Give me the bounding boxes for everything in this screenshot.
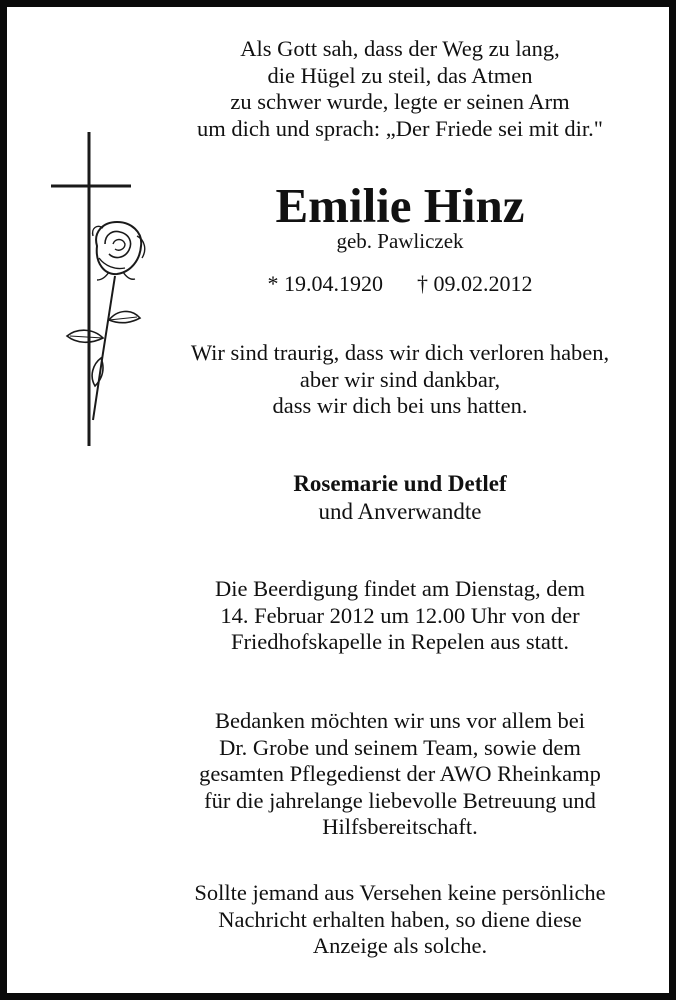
thanks-line: für die jahrelange liebevolle Betreuung und <box>204 787 596 813</box>
closing-line: Anzeige als solche. <box>312 933 488 958</box>
thanks-line: gesamten Pflegedienst der AWO Rheinkamp <box>199 761 601 786</box>
deceased-name: Emilie Hinz <box>275 178 525 233</box>
verse-line: Wir sind traurig, dass wir dich verloren haben, <box>190 340 610 365</box>
poem-line: Als Gott sah, dass der Weg zu lang, <box>240 36 560 61</box>
life-dates <box>130 270 670 298</box>
relatives-line: und Anverwandte <box>318 499 482 524</box>
closing-notice <box>130 880 670 960</box>
verse-block <box>130 340 670 420</box>
death-date: † 09.02.2012 <box>417 271 533 296</box>
closing-line: Sollte jemand aus Versehen keine persönliche <box>194 880 606 905</box>
poem-line: um dich und sprach: „Der Friede sei mit dir." <box>197 115 603 141</box>
poem-line: die Hügel zu steil, das Atmen <box>267 62 533 88</box>
funeral-line: 14. Februar 2012 um 12.00 Uhr von der <box>220 602 580 628</box>
funeral-line: Die Beerdigung findet am Dienstag, dem <box>215 576 585 601</box>
verse-line: aber wir sind dankbar, <box>299 366 501 392</box>
funeral-details <box>130 576 670 656</box>
birth-name: geb. Pawliczek <box>336 229 464 253</box>
verse-line: dass wir dich bei uns hatten. <box>272 393 528 418</box>
thanks-line: Hilfsbereitschaft. <box>322 814 478 839</box>
mourners-names: Rosemarie und Detlef <box>293 471 507 496</box>
closing-line: Nachricht erhalten haben, so diene diese <box>218 906 582 932</box>
poem-line: zu schwer wurde, legte er seinen Arm <box>230 89 570 114</box>
funeral-line: Friedhofskapelle in Repelen aus statt. <box>230 629 570 654</box>
thanks-block <box>130 708 670 841</box>
thanks-line: Dr. Grobe und seinem Team, sowie dem <box>219 734 581 760</box>
thanks-line: Bedanken möchten wir uns vor allem bei <box>215 708 585 733</box>
birth-date: * 19.04.1920 <box>267 271 383 296</box>
poem-block <box>130 36 670 142</box>
